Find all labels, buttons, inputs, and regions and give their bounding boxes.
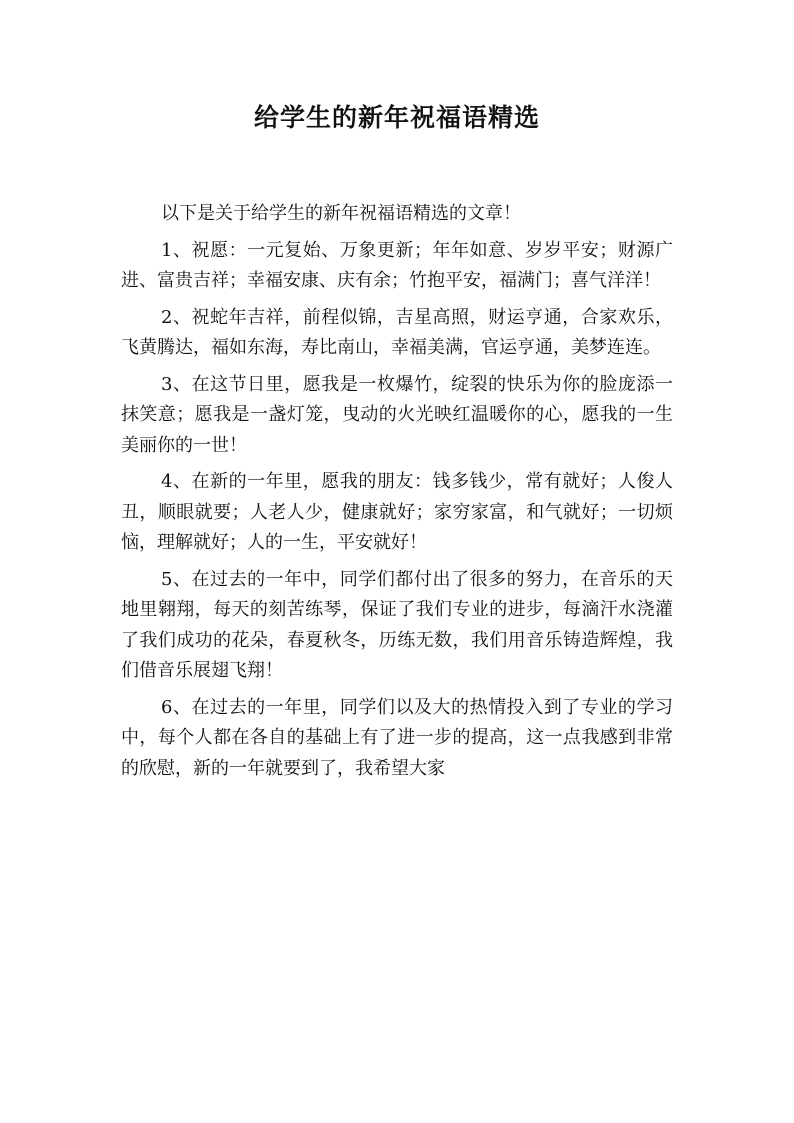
paragraph-1: 1、祝愿：一元复始、万象更新；年年如意、岁岁平安；财源广进、富贵吉祥；幸福安康、庆有余；竹抱平安，福满门；喜气洋洋！	[121, 239, 673, 291]
intro-paragraph: 以下是关于给学生的新年祝福语精选的文章！	[161, 203, 521, 224]
paragraph-6: 6、在过去的一年里，同学们以及大的热情投入到了专业的学习中，每个人都在各自的基础上有了进一步的提高，这一点我感到非常的欣慰，新的一年就要到了，我希望大家	[121, 696, 673, 779]
paragraph-4: 4、在新的一年里，愿我的朋友：钱多钱少，常有就好；人俊人丑，顺眼就要；人老人少，健康就好；家穷家富，和气就好；一切烦恼，理解就好；人的一生，平安就好！	[121, 471, 673, 553]
page-title: 给学生的新年祝福语精选	[253, 103, 540, 132]
document-body	[121, 199, 673, 790]
paragraph-2: 2、祝蛇年吉祥，前程似锦，吉星高照，财运亨通，合家欢乐，飞黄腾达，福如东海，寿比南山，幸福美满，官运亨通，美梦连连。	[121, 306, 673, 358]
paragraph-5: 5、在过去的一年中，同学们都付出了很多的努力，在音乐的天地里翱翔，每天的刻苦练琴，保证了我们专业的进步，每滴汗水浇灌了我们成功的花朵，春夏秋冬，历练无数，我们用音乐铸造辉煌，我们借音乐展翅飞翔！	[121, 568, 673, 681]
paragraph-3: 3、在这节日里，愿我是一枚爆竹，绽裂的快乐为你的脸庞添一抹笑意；愿我是一盏灯笼，曳动的火光映红温暖你的心，愿我的一生美丽你的一世！	[121, 373, 673, 456]
